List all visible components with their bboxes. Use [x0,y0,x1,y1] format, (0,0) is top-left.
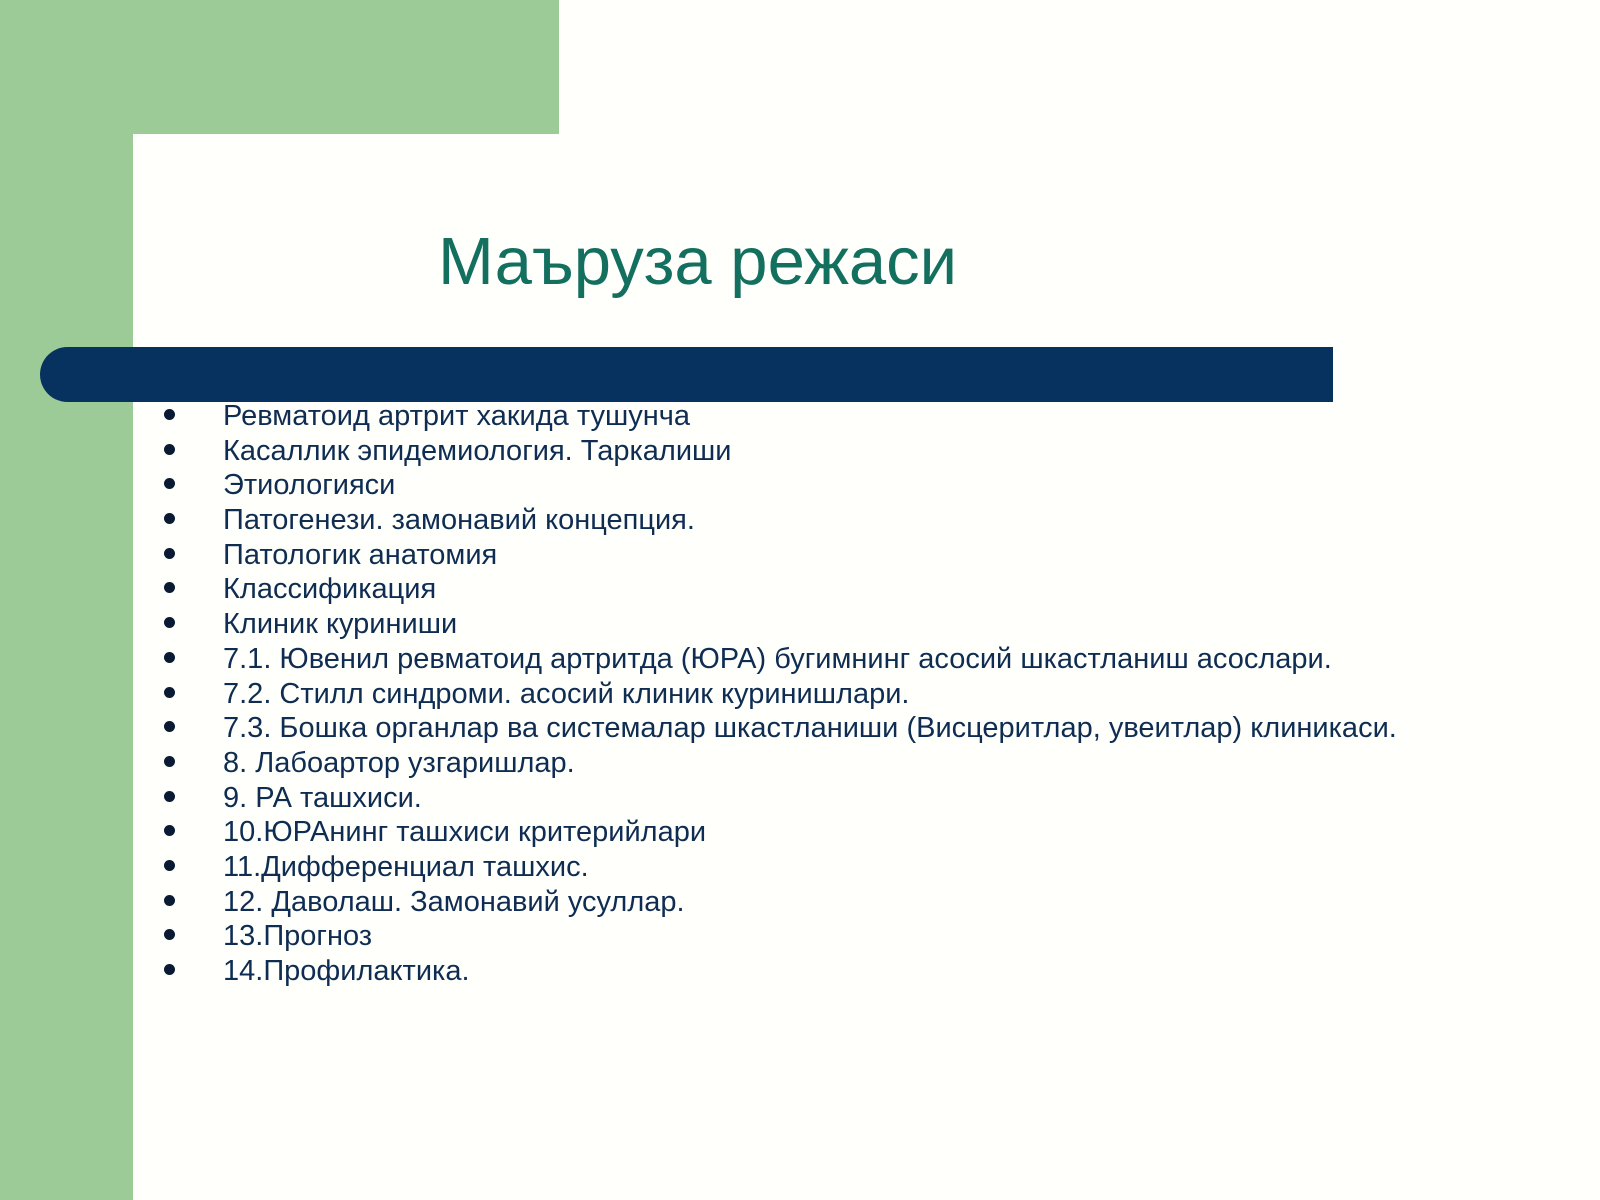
bullet-icon [164,860,175,871]
list-item-text: 8. Лабоартор узгаришлар. [223,746,575,779]
bullet-icon [164,617,175,628]
agenda-list [160,400,1440,993]
list-item-text: Касаллик эпидемиология. Таркалиши [223,434,732,467]
list-item [160,400,1440,432]
bullet-icon [164,548,175,559]
list-item-text: Патогенези. замонавий концепция. [223,504,695,537]
list-item-text: 7.2. Стилл синдроми. асосий клиник куринишлари. [223,677,910,710]
bullet-icon [164,478,175,489]
list-item-text: 7.3. Бошка органлар ва системалар шкастланиши (Висцеритлар, увеитлар) клиникаси. [223,712,1397,745]
bullet-icon [164,825,175,836]
list-item-text: 12. Даволаш. Замонавий усуллар. [223,885,685,918]
rounded-content-corner [133,134,253,254]
list-item [160,538,1440,571]
bullet-icon [164,964,175,975]
slide-title: Маърузa режаси [438,224,958,299]
list-item [160,850,1440,883]
list-item [160,816,1440,849]
list-item [160,955,1440,987]
bullet-icon [164,895,175,906]
list-item [160,781,1440,814]
list-item-text: 14.Профилактика. [223,955,470,987]
list-item-text: 7.1. Ювенил ревматоид артритда (ЮРА) бугимнинг асосий шкастланиш асослари. [223,642,1332,675]
list-item-text: Ревматоид артрит хакида тушунча [223,400,690,432]
bullet-icon [164,791,175,802]
list-item-text: Клиник куриниши [223,608,458,641]
list-item [160,434,1440,467]
title-divider-bar [40,347,1333,402]
list-item-text: Классификация [223,573,437,606]
bullet-icon [164,513,175,524]
bullet-icon [164,929,175,940]
bullet-icon [164,652,175,663]
bullet-icon [164,756,175,767]
list-item-text: 11.Дифференциал ташхис. [223,850,589,883]
bullet-icon [164,582,175,593]
list-item [160,573,1440,606]
list-item-text: Патологик анатомия [223,538,498,571]
list-item [160,746,1440,779]
list-item [160,608,1440,641]
bullet-icon [164,409,175,420]
list-item [160,920,1440,953]
list-item-text: Этиологияси [223,469,396,502]
list-item [160,642,1440,675]
list-item [160,712,1440,745]
list-item [160,504,1440,537]
list-item [160,469,1440,502]
list-item-text: 9. РА ташхиси. [223,781,422,814]
list-item-text: 13.Прогноз [223,920,373,953]
list-item-text: 10.ЮРАнинг ташхиси критерийлари [223,816,707,849]
list-item [160,885,1440,918]
green-accent-left [0,0,133,1200]
bullet-icon [164,687,175,698]
bullet-icon [164,444,175,455]
bullet-icon [164,721,175,732]
list-item [160,677,1440,710]
